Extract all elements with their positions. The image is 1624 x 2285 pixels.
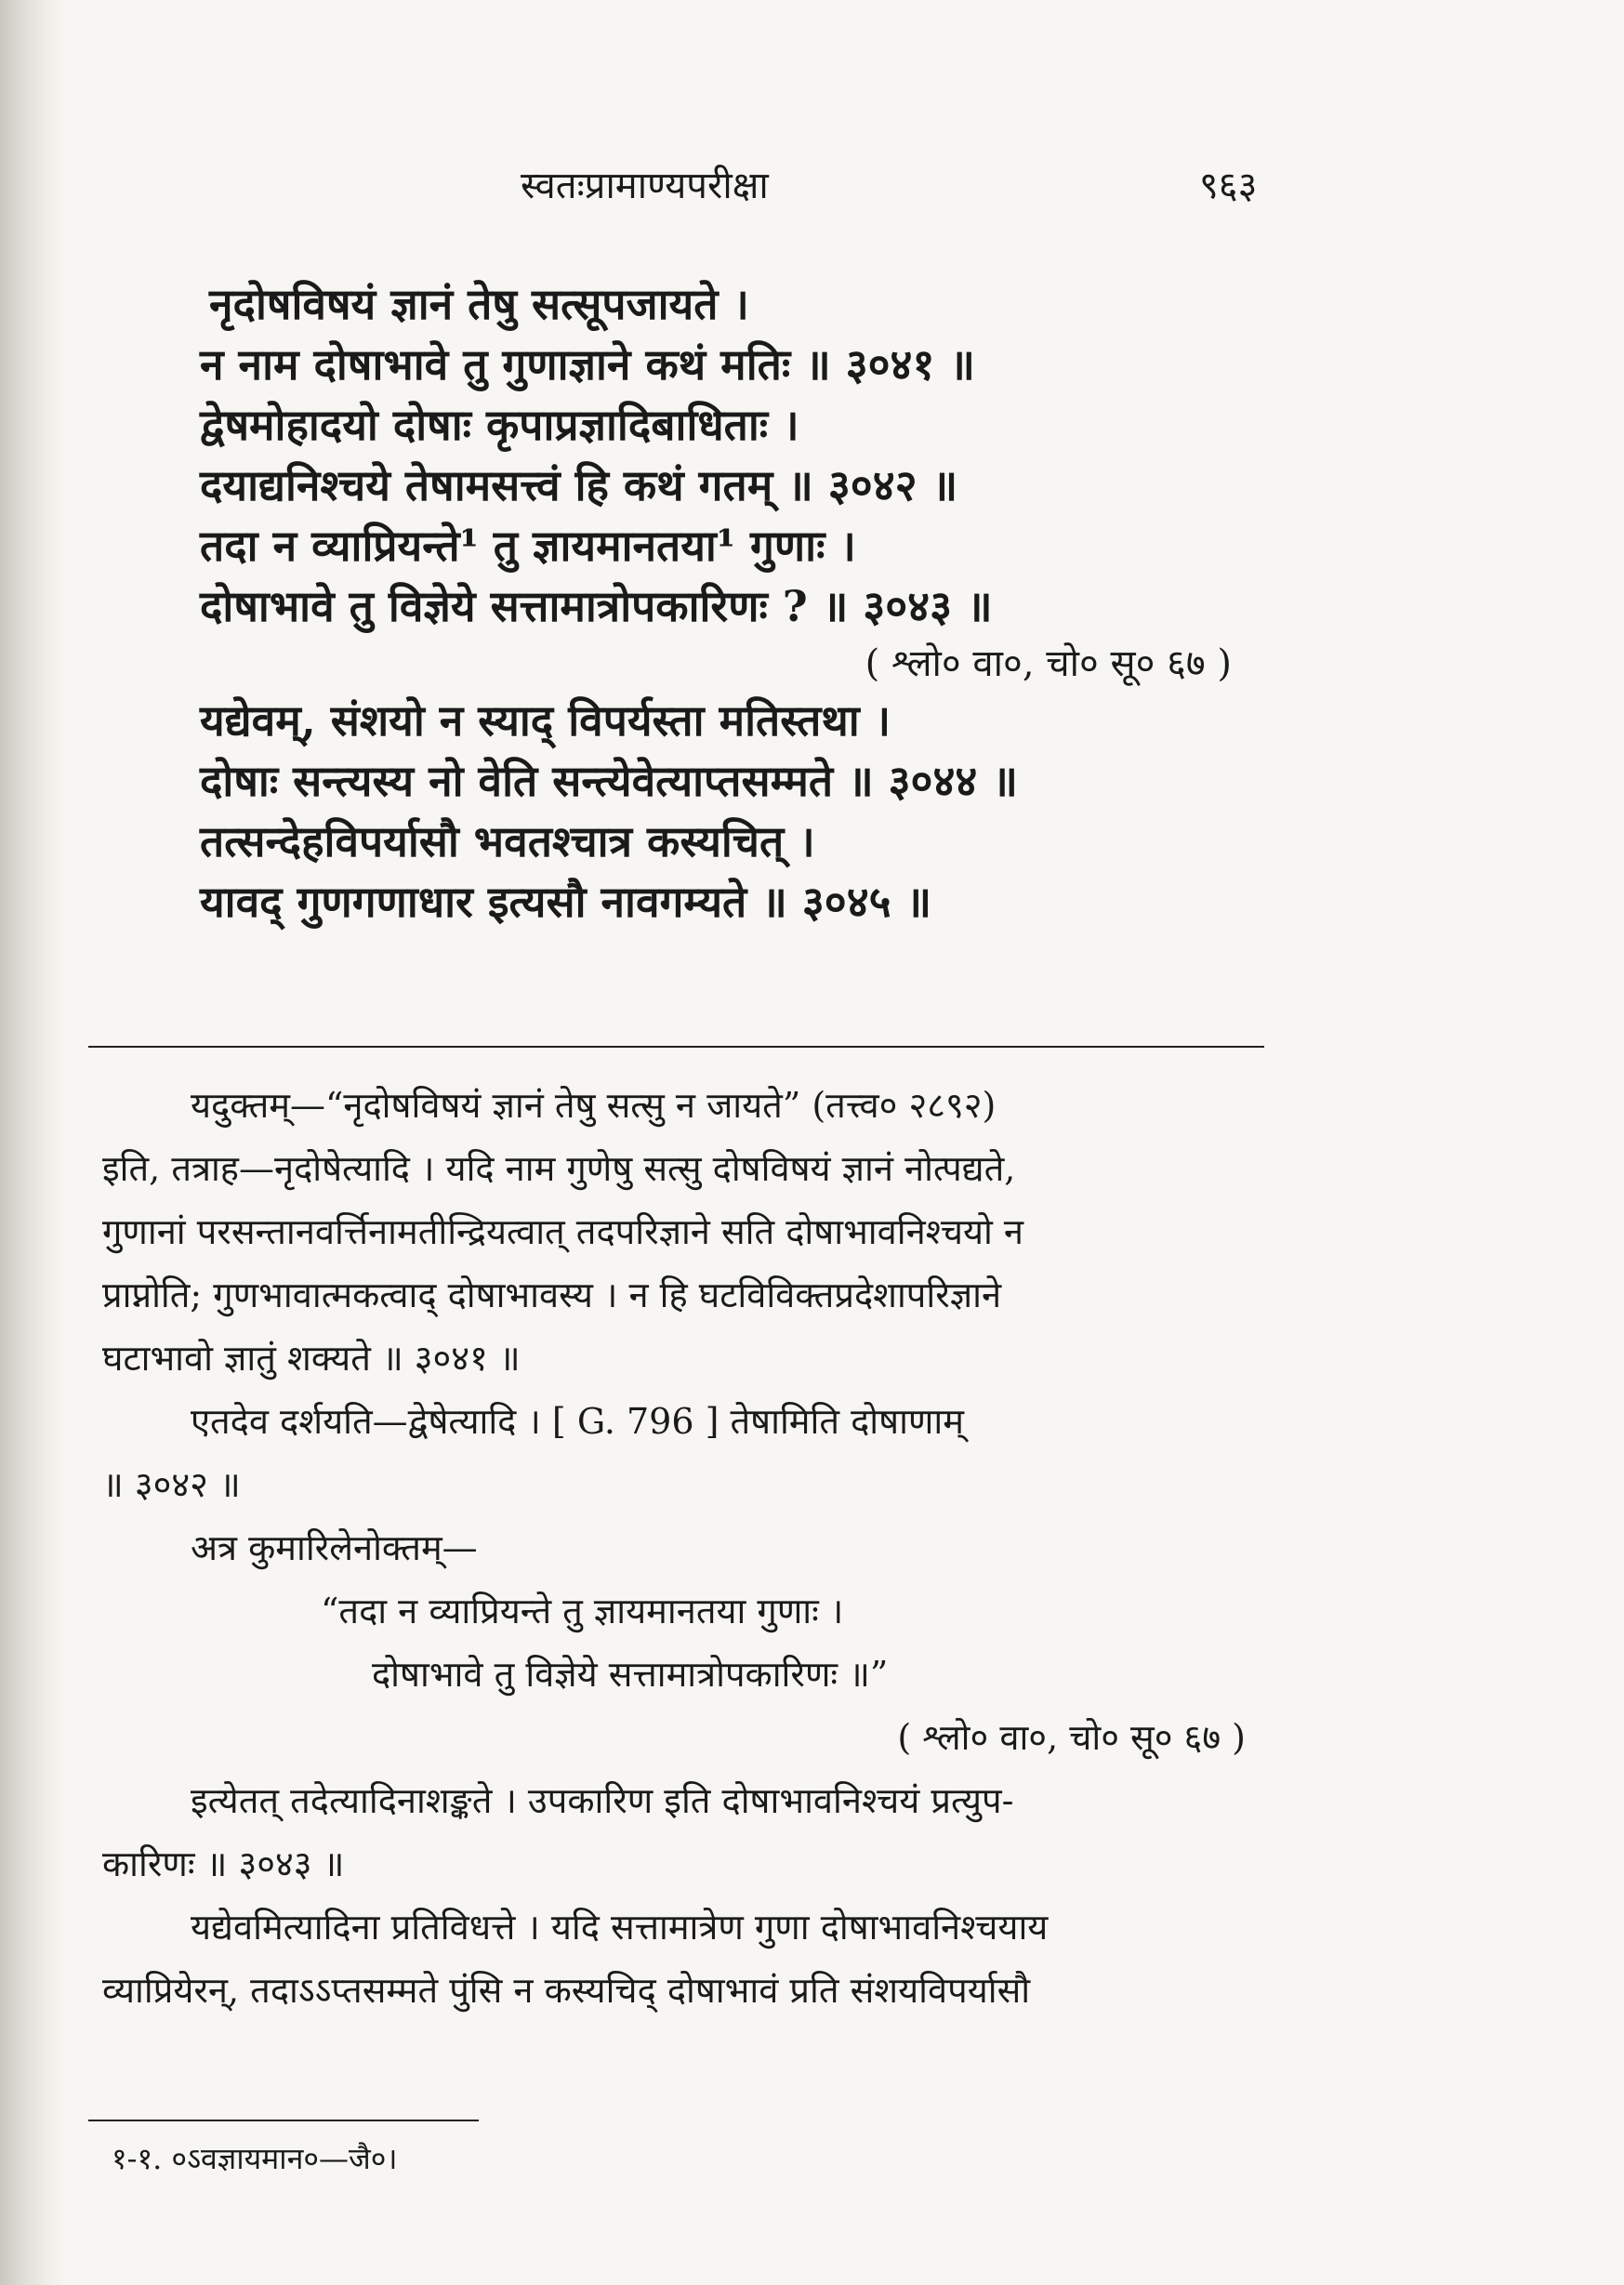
verse-block bbox=[200, 274, 1241, 932]
section-divider bbox=[88, 1046, 1264, 1048]
verse-line: न नाम दोषाभावे तु गुणाज्ञाने कथं मतिः ॥ ३०४१ ॥ bbox=[200, 339, 975, 390]
verse-reference: ( श्लो० वा०, चो० सू० ६७ ) bbox=[865, 642, 1232, 685]
commentary-line: अत्र कुमारिलेनोक्तम्— bbox=[191, 1527, 478, 1568]
commentary-line: गुणानां परसन्तानवर्त्तिनामतीन्द्रियत्वात् तदपरिज्ञाने सति दोषाभावनिश्चयो न bbox=[102, 1211, 1024, 1252]
verse-line: यावद् गुणगणाधार इत्यसौ नावगम्यते ॥ ३०४५ ॥ bbox=[200, 877, 932, 927]
commentary-line: ॥ ३०४२ ॥ bbox=[102, 1464, 241, 1505]
commentary-line: एतदेव दर्शयति—द्वेषेत्यादि । [ G. 796 ] तेषामिति दोषाणाम् bbox=[191, 1401, 964, 1442]
scan-edge-shadow bbox=[0, 0, 65, 2285]
commentary-line: कारिणः ॥ ३०४३ ॥ bbox=[102, 1843, 345, 1884]
commentary-line: व्याप्रियेरन्, तदाऽऽप्तसम्मते पुंसि न कस्यचिद् दोषाभावं प्रति संशयविपर्यासौ bbox=[102, 1970, 1031, 2011]
commentary-line: इत्येतत् तदेत्यादिनाशङ्कते । उपकारिण इति दोषाभावनिश्चयं प्रत्युप- bbox=[191, 1780, 1014, 1821]
verse-line: दोषाः सन्त्यस्य नो वेति सन्त्येवेत्याप्तसम्मते ॥ ३०४४ ॥ bbox=[200, 756, 1018, 806]
quoted-verse-line: दोषाभावे तु विज्ञेये सत्तामात्रोपकारिणः ॥” bbox=[372, 1654, 889, 1695]
verse-line: दोषाभावे तु विज्ञेये सत्तामात्रोपकारिणः ? ॥ ३०४३ ॥ bbox=[200, 581, 993, 631]
commentary-block bbox=[102, 1074, 1260, 2022]
running-title: स्वतःप्रामाण्यपरीक्षा bbox=[521, 165, 769, 207]
quote-reference: ( श्लो० वा०, चो० सू० ६७ ) bbox=[897, 1717, 1246, 1758]
commentary-line: प्राप्नोति; गुणभावात्मकत्वाद् दोषाभावस्य । न हि घटविविक्तप्रदेशापरिज्ञाने bbox=[102, 1275, 1002, 1315]
verse-line: द्वेषमोहादयो दोषाः कृपाप्रज्ञादिबाधिताः । bbox=[200, 400, 799, 450]
commentary-line: यदुक्तम्—“नृदोषविषयं ज्ञानं तेषु सत्सु न जायते” (तत्त्व० २८९२) bbox=[191, 1085, 997, 1126]
footnote: १-१. ०ऽवज्ञायमान०—जै०। bbox=[112, 2141, 398, 2176]
page-header bbox=[0, 158, 1624, 223]
page-number: ९६३ bbox=[1199, 165, 1258, 207]
verse-line: तदा न व्याप्रियन्ते¹ तु ज्ञायमानतया¹ गुणाः । bbox=[200, 521, 856, 571]
verse-line: नृदोषविषयं ज्ञानं तेषु सत्सूपजायते । bbox=[209, 279, 749, 329]
verse-line: यद्येवम्, संशयो न स्याद् विपर्यस्ता मतिस्तथा । bbox=[200, 695, 891, 746]
verse-line: तत्सन्देहविपर्यासौ भवतश्चात्र कस्यचित् । bbox=[200, 816, 815, 866]
commentary-line: यद्येवमित्यादिना प्रतिविधत्ते । यदि सत्तामात्रेण गुणा दोषाभावनिश्चयाय bbox=[191, 1907, 1049, 1948]
commentary-line: इति, तत्राह—नृदोषेत्यादि । यदि नाम गुणेषु सत्सु दोषविषयं ज्ञानं नोत्पद्यते, bbox=[102, 1148, 1016, 1189]
commentary-line: घटाभावो ज्ञातुं शक्यते ॥ ३०४१ ॥ bbox=[102, 1338, 521, 1379]
verse-line: दयाद्यनिश्चये तेषामसत्त्वं हि कथं गतम् ॥ ३०४२ ॥ bbox=[200, 460, 958, 510]
quoted-verse-line: “तदा न व्याप्रियन्ते तु ज्ञायमानतया गुणाः । bbox=[321, 1591, 844, 1631]
footnote-divider bbox=[88, 2120, 479, 2121]
